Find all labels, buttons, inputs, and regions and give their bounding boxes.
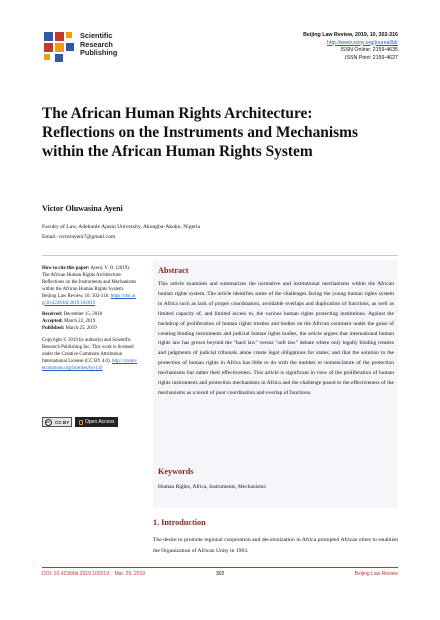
cite-block: [42, 266, 138, 307]
keywords-heading: Keywords: [158, 467, 194, 476]
cc-icon: cc: [46, 419, 51, 424]
license-badges: [42, 417, 118, 427]
footer-journal: Beijing Law Review: [354, 571, 398, 577]
dates-block: [42, 312, 138, 333]
accepted-label: Accepted:: [42, 319, 63, 325]
article-title: The African Human Rights Architecture: Reflections on the Instruments and Mechanisms within the African Human Rights System: [42, 105, 358, 160]
cc-by-label: CC BY: [55, 419, 70, 425]
open-lock-icon: [79, 420, 83, 425]
accepted-date: March 22, 2019: [64, 319, 96, 325]
open-access-badge[interactable]: [75, 417, 118, 427]
header-divider: [42, 255, 398, 256]
journal-citation: Beijing Law Review, 2019, 10, 302-316: [303, 32, 398, 38]
doi-link[interactable]: https://doi.org/10.4236/blr.2019.102019: [42, 293, 136, 306]
cc-by-badge[interactable]: [42, 417, 72, 427]
cite-text: Ayeni, V. O. (2019). The African Human Rights Architecture: Reflections on the Instruments and Mechanisms within the African Human Rights System. Beijing Law Review, 10, 302-316.: [42, 266, 137, 299]
scirp-logo-icon: [42, 30, 76, 64]
license-link[interactable]: http://creativecommons.org/licenses/by/4.0/: [42, 358, 138, 371]
license-block: [42, 338, 138, 373]
introduction-heading: 1. Introduction: [153, 518, 206, 527]
journal-url-link[interactable]: http://www.scirp.org/journal/blr: [327, 39, 398, 46]
author-affiliation: [42, 223, 200, 242]
publisher-logo: [42, 30, 152, 66]
page-number: 302: [216, 571, 225, 577]
cite-label: How to cite this paper:: [42, 266, 90, 271]
received-date: December 15, 2018: [63, 312, 103, 318]
issn-print: ISSN Print: 2159-4627: [345, 54, 398, 61]
journal-info: [303, 32, 398, 62]
footer-divider: [42, 567, 398, 568]
author-name: Victor Oluwasina Ayeni: [42, 204, 123, 213]
published-label: Published:: [42, 326, 65, 332]
publisher-name: Scientific Research Publishing: [80, 31, 118, 58]
abstract-heading: Abstract: [158, 266, 189, 275]
license-text: Copyright © 2019 by author(s) and Scientific Research Publishing Inc. This work is licensed under the Creative Commons Attribution International License (CC BY 4.0).: [42, 338, 134, 364]
article-meta-column: [42, 266, 138, 378]
received-label: Received:: [42, 312, 63, 318]
introduction-text: The desire to promote regional cooperation and decolonization in Africa prompted African elites to establish the Organization of African Unity in 1963.: [153, 537, 398, 554]
keywords-text: Human Rights, Africa, Instruments, Mechanisms: [158, 484, 266, 490]
author-email: Email: victorayeni7@gmail.com: [42, 233, 116, 240]
issn-online: ISSN Online: 2159-4635: [340, 47, 398, 54]
affiliation-text: Faculty of Law, Adekunle Ajasin University, Akungba-Akoko, Nigeria: [42, 224, 201, 230]
published-date: March 25, 2019: [65, 326, 97, 332]
open-access-label: Open Access: [85, 419, 115, 425]
abstract-text: This article examines and summarizes the normative and institutional mechanisms within the African human rights system. The article identifies some of the challenges facing the young human rights system in Africa such as lack of proper coordination, avoidable overlaps and duplication of functions, as well as limited capacity of, and limited access to, the various human rights protecting institutions. Against the backdrop of proliferation of human rights treaties and bodies on the African continent under the guise of creating binding instruments and judicial human rights bodies, the article argues that international human rights law has grown beyond the "hard law" versus "soft law" debate where only legally binding treaties and judgments of judicial tribunals alone create legal obligations for states; and that the solution to the protection of human rights in Africa has little to do with the number or nomenclature of the protection mechanisms but rather their effectiveness. This article is significant in view of the proliferation of human rights instruments and protection mechanisms in Africa and the challenge posed to the effectiveness of the mechanisms as a result of poor coordination and overlap of functions.: [158, 281, 394, 396]
footer-doi-date: DOI: 10.4236/blr.2019.102019 Mar. 25, 2019: [42, 571, 146, 577]
